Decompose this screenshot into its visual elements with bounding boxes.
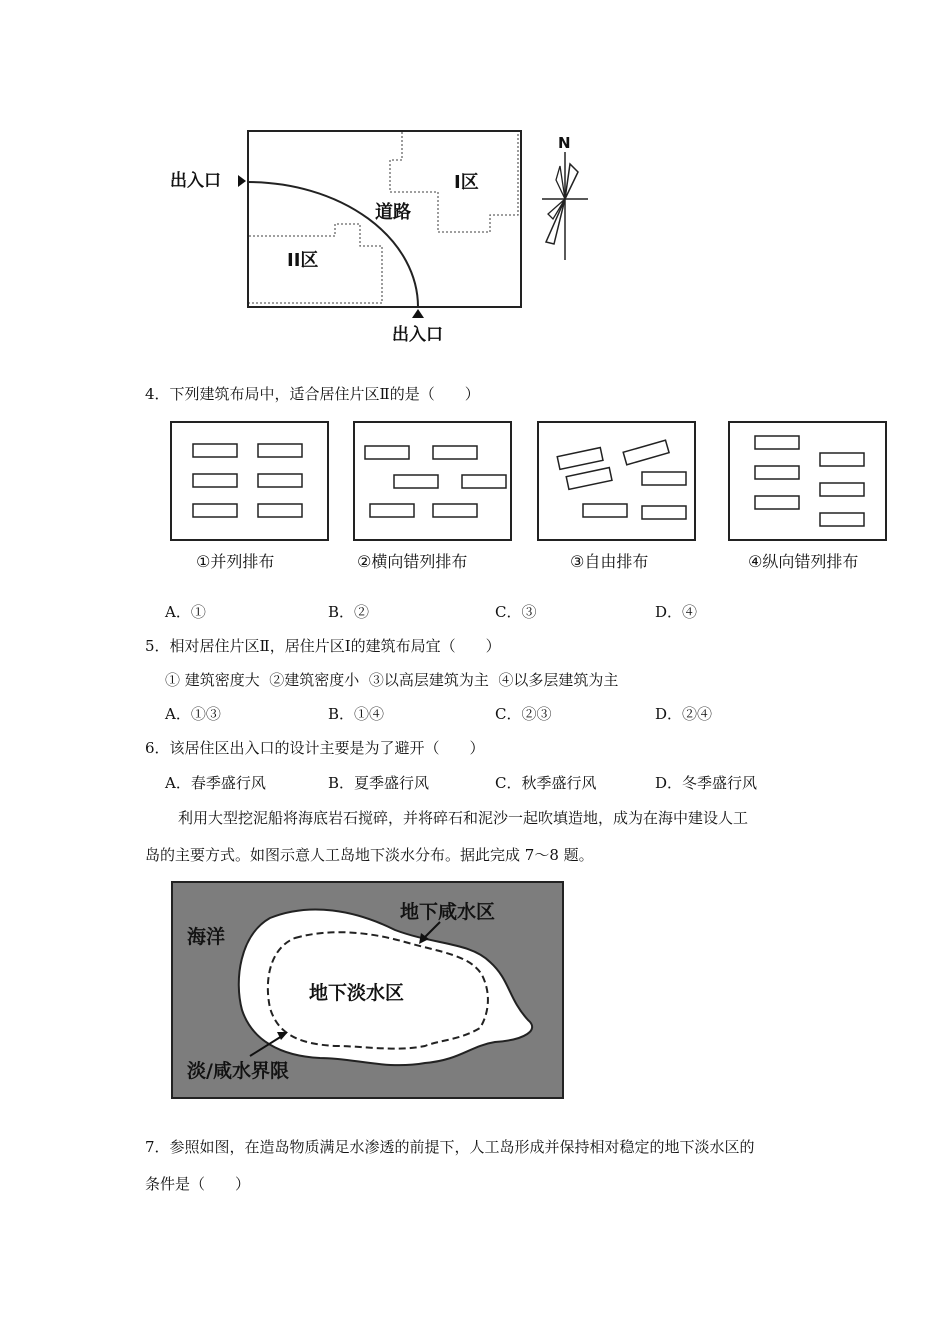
ocean-label: 海洋 — [187, 926, 226, 948]
q6-option-a[interactable]: A．春季盛行风 — [165, 774, 266, 792]
zone1-label: I区 — [454, 172, 479, 193]
layout-label-4: ④纵向错列排布 — [748, 552, 859, 571]
q4-option-b[interactable]: B．② — [328, 603, 370, 621]
q5-option-a[interactable]: A．①③ — [165, 705, 221, 723]
layout-label-3: ③自由排布 — [570, 552, 649, 571]
road-label: 道路 — [375, 202, 411, 223]
saltwater-label: 地下咸水区 — [400, 901, 496, 923]
residential-map — [160, 120, 620, 350]
q4-option-a[interactable]: A．① — [165, 603, 206, 621]
entrance-marker-left — [238, 175, 246, 187]
q5-option-d[interactable]: D．②④ — [655, 705, 713, 723]
q6-option-c[interactable]: C．秋季盛行风 — [495, 774, 597, 792]
passage-line-2: 岛的主要方式。如图示意人工岛地下淡水分布。据此完成 7～8 题。 — [145, 846, 594, 864]
q5-statements: ① 建筑密度大 ②建筑密度小 ③以高层建筑为主 ④以多层建筑为主 — [165, 671, 619, 689]
passage-line-1: 利用大型挖泥船将海底岩石搅碎，并将碎石和泥沙一起吹填造地，成为在海中建设人工 — [178, 809, 749, 827]
road-curve — [248, 182, 418, 307]
north-label: N — [558, 134, 571, 152]
q4-option-c[interactable]: C．③ — [495, 603, 537, 621]
layout-horizontal-staggered — [354, 422, 511, 540]
compass-icon — [542, 134, 588, 260]
entrance-marker-bottom — [412, 309, 424, 318]
q4-option-d[interactable]: D．④ — [655, 603, 698, 621]
layout-label-2: ②横向错列排布 — [357, 552, 468, 571]
q5-stem: 5．相对居住片区Ⅱ，居住片区Ⅰ的建筑布局宜（ ） — [145, 637, 501, 655]
layout-parallel — [171, 422, 328, 540]
q6-option-d[interactable]: D．冬季盛行风 — [655, 774, 758, 792]
zone2-label: II区 — [287, 250, 319, 271]
freshwater-label: 地下淡水区 — [309, 982, 405, 1004]
q5-option-b[interactable]: B．①④ — [328, 705, 385, 723]
layout-diagrams — [168, 418, 892, 578]
entrance-label-bottom: 出入口 — [392, 325, 443, 345]
boundary-label: 淡/咸水界限 — [187, 1060, 289, 1082]
q7-line-2: 条件是（ ） — [145, 1175, 251, 1193]
q5-option-c[interactable]: C．②③ — [495, 705, 552, 723]
layout-free — [538, 422, 695, 540]
island-map — [170, 880, 566, 1102]
layout-vertical-staggered — [729, 422, 886, 540]
layout-label-1: ①并列排布 — [196, 552, 275, 571]
q4-stem: 4．下列建筑布局中，适合居住片区Ⅱ的是（ ） — [145, 385, 480, 403]
q6-stem: 6．该居住区出入口的设计主要是为了避开（ ） — [145, 739, 485, 757]
q7-line-1: 7．参照如图，在造岛物质满足水渗透的前提下，人工岛形成并保持相对稳定的地下淡水区的 — [145, 1138, 755, 1156]
entrance-label-left: 出入口 — [170, 171, 221, 191]
q6-option-b[interactable]: B．夏季盛行风 — [328, 774, 430, 792]
